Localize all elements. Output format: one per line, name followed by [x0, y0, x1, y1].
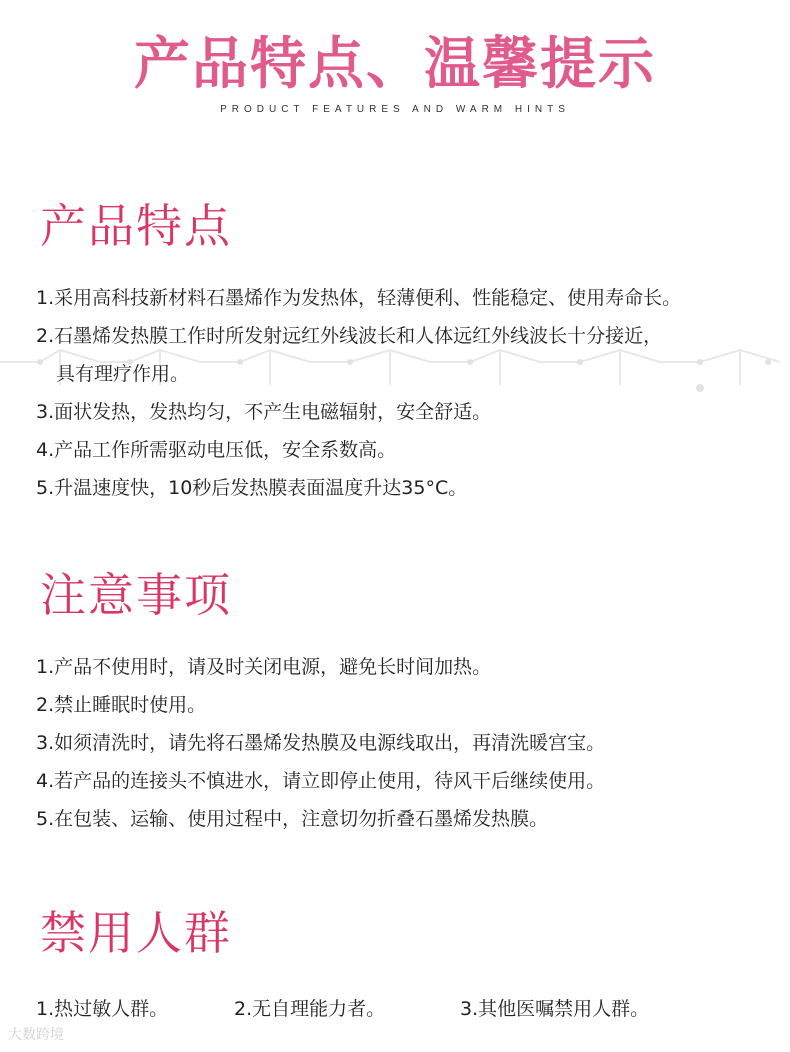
watermark: 大数跨境	[8, 1026, 64, 1042]
list-item: 1.产品不使用时，请及时关闭电源，避免长时间加热。	[36, 656, 492, 678]
list-item: 4.产品工作所需驱动电压低，安全系数高。	[36, 439, 397, 461]
list-item: 2.石墨烯发热膜工作时所发射远红外线波长和人体远红外线波长十分接近，	[36, 325, 663, 347]
list-item: 3.如须清洗时，请先将石墨烯发热膜及电源线取出，再清洗暖宫宝。	[36, 732, 606, 754]
list-item: 2.禁止睡眠时使用。	[36, 694, 207, 716]
list-item-continuation: 具有理疗作用。	[56, 363, 190, 385]
list-item: 4.若产品的连接头不慎进水，请立即停止使用，待风干后继续使用。	[36, 770, 606, 792]
list-item: 1.热过敏人群。	[36, 998, 169, 1020]
page-subtitle: PRODUCT FEATURES AND WARM HINTS	[220, 104, 570, 115]
list-item: 2.无自理能力者。	[234, 998, 386, 1020]
features-list	[36, 279, 681, 507]
features-heading: 产品特点	[40, 199, 232, 253]
notices-list	[36, 648, 605, 838]
list-item: 1.采用高科技新材料石墨烯作为发热体，轻薄便利、性能稳定、使用寿命长。	[36, 287, 682, 309]
prohibited-heading: 禁用人群	[40, 906, 232, 960]
list-item: 3.面状发热，发热均匀，不产生电磁辐射，安全舒适。	[36, 401, 492, 423]
page-title: 产品特点、温馨提示	[134, 32, 656, 97]
list-item: 5.在包装、运输、使用过程中，注意切勿折叠石墨烯发热膜。	[36, 808, 549, 830]
list-item: 5.升温速度快，10秒后发热膜表面温度升达35°C。	[36, 477, 468, 499]
list-item: 3.其他医嘱禁用人群。	[460, 998, 650, 1020]
notices-heading: 注意事项	[40, 568, 232, 622]
list-item	[36, 355, 681, 393]
